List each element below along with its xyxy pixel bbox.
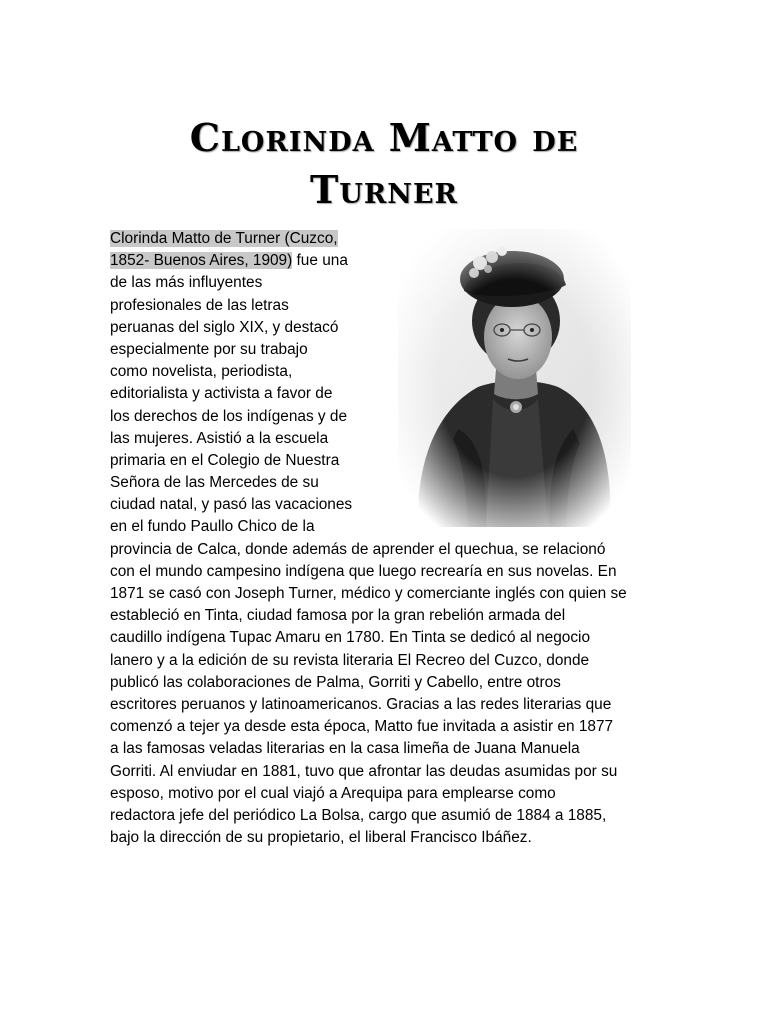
text-line: con el mundo campesino indígena que luego recrearía en sus novelas. En — [110, 562, 617, 580]
text-line: estableció en Tinta, ciudad famosa por la gran rebelión armada del — [110, 607, 566, 625]
text-line: Señora de las Mercedes de su — [110, 474, 319, 492]
text-line: redactora jefe del periódico La Bolsa, cargo que asumió de 1884 a 1885, — [110, 806, 607, 824]
text-line: ciudad natal, y pasó las vacaciones — [110, 496, 353, 514]
text-line: de las más influyentes — [110, 274, 263, 292]
text-line — [110, 228, 630, 250]
text-line: editorialista y activista a favor de — [110, 385, 333, 403]
text-line — [110, 250, 630, 272]
text-line: provincia de Calca, donde además de aprender el quechua, se relacionó — [110, 540, 606, 558]
text-fragment: fue una — [292, 252, 348, 270]
title-line: Turner — [310, 167, 458, 212]
text-line: en el fundo Paullo Chico de la — [110, 518, 315, 536]
text-line: los derechos de los indígenas y de — [110, 407, 347, 425]
text-line: lanero y a la edición de su revista literaria El Recreo del Cuzco, donde — [110, 651, 590, 669]
highlighted-text: 1852- Buenos Aires, 1909) — [110, 252, 293, 270]
text-line: esposo, motivo por el cual viajó a Arequipa para emplearse como — [110, 784, 556, 802]
text-line: comenzó a tejer ya desde esta época, Matto fue invitada a asistir en 1877 — [110, 718, 614, 736]
highlighted-text: Clorinda Matto de Turner (Cuzco, — [110, 230, 338, 247]
text-line: primaria en el Colegio de Nuestra — [110, 451, 340, 469]
text-line: publicó las colaboraciones de Palma, Gorriti y Cabello, entre otros — [110, 673, 561, 691]
text-line: las mujeres. Asistió a la escuela — [110, 429, 329, 447]
text-line: peruanas del siglo XIX, y destacó — [110, 318, 339, 336]
text-line: profesionales de las letras — [110, 296, 289, 314]
text-line: 1871 se casó con Joseph Turner, médico y comerciante inglés con quien se — [110, 585, 627, 602]
text-line: Gorriti. Al enviudar en 1881, tuvo que afrontar las deudas asumidas por su — [110, 762, 618, 780]
text-line: como novelista, periodista, — [110, 363, 293, 381]
title-line: Clorinda Matto de — [189, 115, 579, 160]
text-line: especialmente por su trabajo — [110, 340, 308, 358]
text-line: a las famosas veladas literarias en la casa limeña de Juana Manuela — [110, 740, 580, 758]
document-title — [0, 112, 768, 216]
text-line: bajo la dirección de su propietario, el liberal Francisco Ibáñez. — [110, 829, 532, 847]
text-line: escritores peruanos y latinoamericanos. Gracias a las redes literarias que — [110, 695, 612, 713]
text-line: caudillo indígena Tupac Amaru en 1780. En Tinta se dedicó al negocio — [110, 629, 591, 647]
biography-text — [110, 228, 630, 849]
